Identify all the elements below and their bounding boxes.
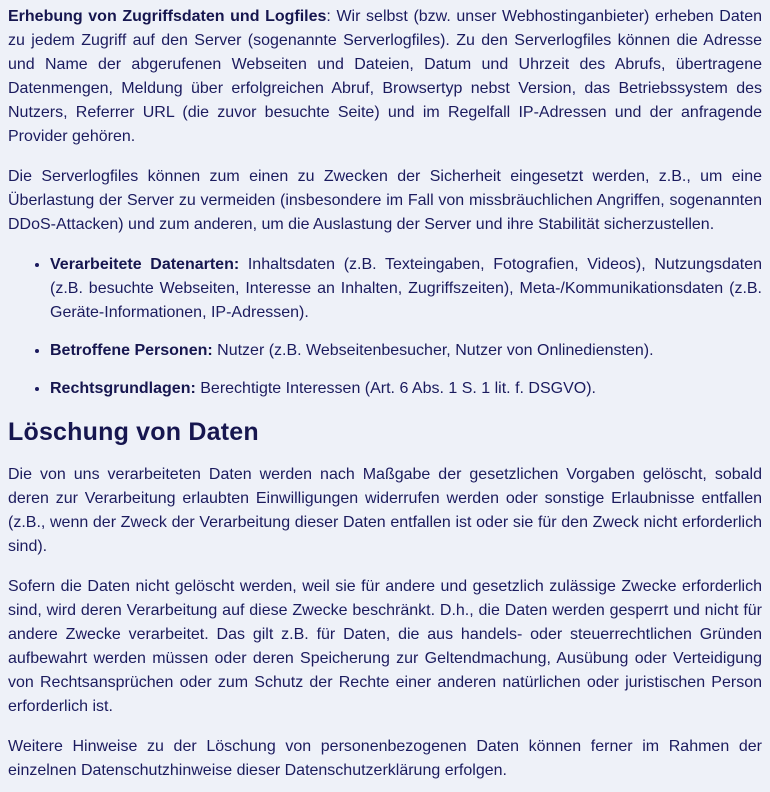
- list-item-rechtsgrundlagen: [50, 377, 762, 401]
- paragraph-deletion-3: Weitere Hinweise zu der Löschung von personenbezogenen Daten können ferner im Rahmen der einzelnen Datenschutzhinweise dieser Datenschutzerklärung erfolgen.: [8, 738, 762, 779]
- list-item-rechtsgrundlagen-text: Berechtigte Interessen (Art. 6 Abs. 1 S. 1 lit. f. DSGVO).: [195, 380, 596, 397]
- list-item-datenarten-text: Inhaltsdaten (z.B. Texteingaben, Fotografien, Videos), Nutzungsdaten (z.B. besuchte Webseiten, Interesse an Inhalten, Zugriffszeiten), Meta-/Kommunikationsdaten (z.B. Geräte-Informationen, IP-Adressen).: [50, 256, 762, 321]
- paragraph-deletion-2: Sofern die Daten nicht gelöscht werden, weil sie für andere und gesetzlich zulässige Zwecke erforderlich sind, wird deren Verarbeitung auf diese Zwecke beschränkt. D.h., die Daten werden gesperrt und nicht für andere Zwecke verarbeitet. Das gilt z.B. für Daten, die aus handels- oder steuerrechtlichen Gründen aufbewahrt werden müssen oder deren Speicherung zur Geltendmachung, Ausübung oder Verteidigung von Rechtsansprüchen oder zum Schutz der Rechte einer anderen natürlichen oder juristischen Person erforderlich ist.: [8, 578, 762, 715]
- list-item-personen-label: Betroffene Personen:: [50, 342, 213, 359]
- list-item-personen: [50, 339, 762, 363]
- list-item-datenarten-label: Verarbeitete Datenarten:: [50, 256, 240, 273]
- data-points-list: [8, 253, 762, 401]
- paragraph-logfiles-text: : Wir selbst (bzw. unser Webhostinganbieter) erheben Daten zu jedem Zugriff auf den Server (sogenannte Serverlogfiles). Zu den Serverlogfiles können die Adresse und Name der abgerufenen Webseiten und Dateien, Datum und Uhrzeit des Abrufs, übertragene Datenmengen, Meldung über erfolgreichen Abruf, Browsertyp nebst Version, das Betriebssystem des Nutzers, Referrer URL (die zuvor besuchte Seite) und im Regelfall IP-Adressen und der anfragende Provider gehören.: [8, 8, 762, 145]
- paragraph-logfiles: [8, 5, 762, 149]
- list-item-datenarten: [50, 253, 762, 325]
- list-item-personen-text: Nutzer (z.B. Webseitenbesucher, Nutzer von Onlinediensten).: [212, 342, 654, 359]
- paragraph-logfiles-lead: Erhebung von Zugriffsdaten und Logfiles: [8, 8, 327, 25]
- paragraph-security: Die Serverlogfiles können zum einen zu Zwecken der Sicherheit eingesetzt werden, z.B., um eine Überlastung der Server zu vermeiden (insbesondere im Fall von missbräuchlichen Angriffen, sogenannten DDoS-Attacken) und zum anderen, um die Auslastung der Server und ihre Stabilität sicherzustellen.: [8, 168, 762, 233]
- section-heading-loeschung: Löschung von Daten: [8, 418, 259, 446]
- paragraph-deletion-1: Die von uns verarbeiteten Daten werden nach Maßgabe der gesetzlichen Vorgaben gelöscht, sobald deren zur Verarbeitung erlaubten Einwilligungen widerrufen werden oder sonstige Erlaubnisse entfallen (z.B., wenn der Zweck der Verarbeitung dieser Daten entfallen ist oder sie für den Zweck nicht erforderlich sind).: [8, 466, 762, 555]
- list-item-rechtsgrundlagen-label: Rechtsgrundlagen:: [50, 380, 196, 397]
